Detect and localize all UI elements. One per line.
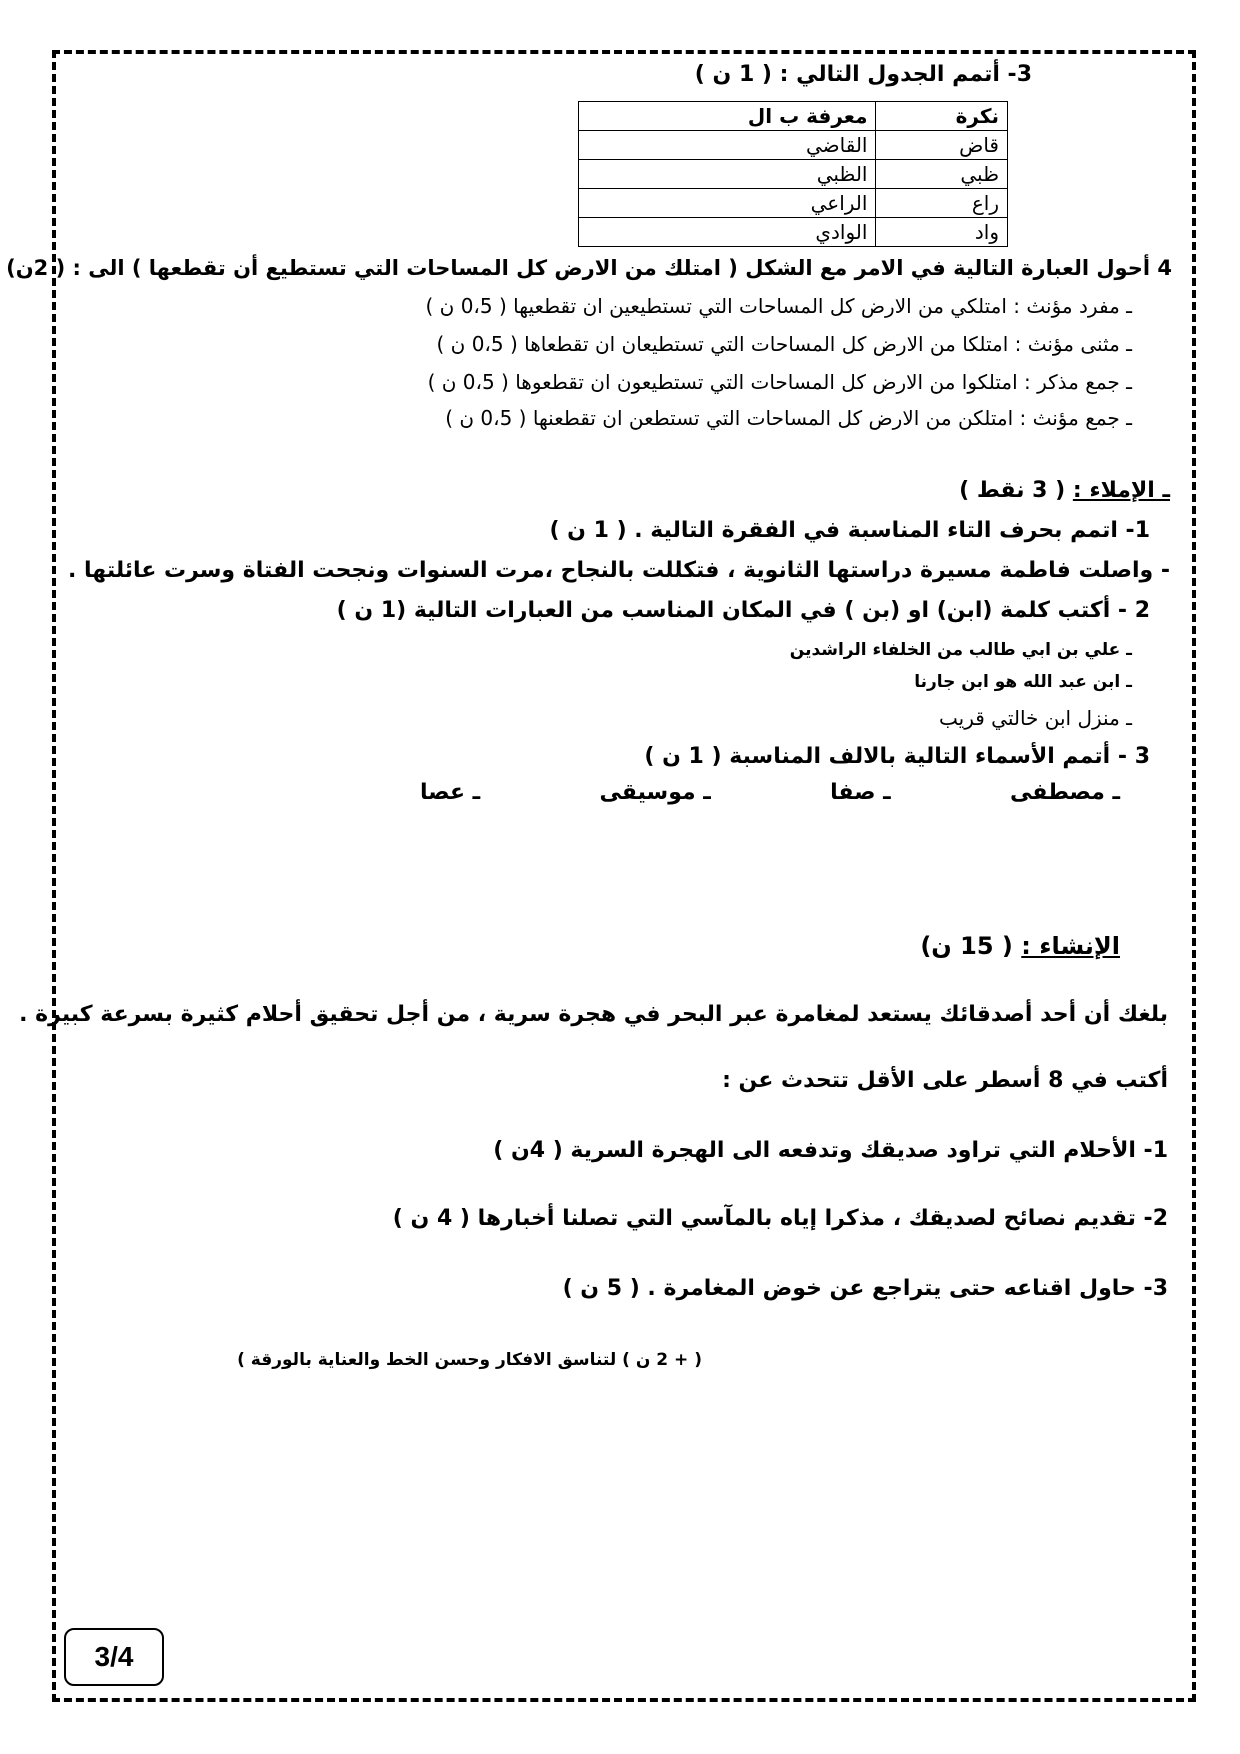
table-cell: القاضي — [579, 131, 876, 160]
table-question-title: 3- أتمم الجدول التالي : ( 1 ن ) — [694, 62, 1032, 87]
insha-heading: الإنشاء : — [1021, 932, 1120, 960]
insha-bonus: ( + 2 ن ) لتناسق الافكار وحسن الخط والعناية بالورقة ) — [237, 1350, 702, 1370]
insha-point: 2- تقديم نصائح لصديقك ، مذكرا إياه بالمآسي التي تصلنا أخبارها ( 4 ن ) — [392, 1206, 1168, 1231]
imlaa-q2-item: ـ ابن عبد الله هو ابن جارنا — [914, 672, 1132, 692]
table-cell: الراعي — [579, 189, 876, 218]
insha-heading-row — [920, 932, 1120, 960]
table-row — [579, 218, 1008, 247]
table-row — [579, 189, 1008, 218]
insha-prompt: بلغك أن أحد أصدقائك يستعد لمغامرة عبر البحر في هجرة سرية ، من أجل تحقيق أحلام كثيرة بسرعة كبيرة . — [19, 1002, 1168, 1027]
q4-item: ـ مفرد مؤنث : امتلكي من الارض كل المساحات التي تستطيعين ان تقطعيها ( 0،5 ن ) — [425, 294, 1132, 318]
imlaa-q1: 1- اتمم بحرف التاء المناسبة في الفقرة التالية . ( 1 ن ) — [549, 518, 1150, 543]
insha-points: ( 15 ن) — [920, 932, 1013, 960]
insha-point: 3- حاول اقناعه حتى يتراجع عن خوض المغامرة . ( 5 ن ) — [562, 1276, 1168, 1301]
imlaa-q3: 3 - أتمم الأسماء التالية بالالف المناسبة ( 1 ن ) — [644, 744, 1150, 769]
table-cell: الوادي — [579, 218, 876, 247]
word: ـ صفا — [830, 780, 891, 805]
q4-item: ـ مثنى مؤنث : امتلكا من الارض كل المساحات التي تستطيعان ان تقطعاها ( 0،5 ن ) — [436, 332, 1132, 356]
imlaa-heading-row — [959, 478, 1170, 503]
table-cell: ظبي — [876, 160, 1008, 189]
table-cell: واد — [876, 218, 1008, 247]
insha-instruction: أكتب في 8 أسطر على الأقل تتحدث عن : — [722, 1068, 1168, 1093]
page-number: 3/4 — [64, 1628, 164, 1686]
imlaa-q2: 2 - أكتب كلمة (ابن) او (بن ) في المكان المناسب من العبارات التالية (1 ن ) — [336, 598, 1150, 623]
q4-item: ـ جمع مؤنث : امتلكن من الارض كل المساحات التي تستطعن ان تقطعنها ( 0،5 ن ) — [445, 406, 1132, 430]
table-header-definite: معرفة ب ال — [579, 102, 876, 131]
imlaa-q1-text: - واصلت فاطمة مسيرة دراستها الثانوية ، فتكللت بالنجاح ،مرت السنوات ونجحت الفتاة وسرت عائلتها . — [68, 558, 1170, 583]
table-row — [579, 160, 1008, 189]
table-cell: الظبي — [579, 160, 876, 189]
table-cell: قاض — [876, 131, 1008, 160]
word: ـ مصطفى — [1010, 780, 1120, 805]
q4-title: 4 أحول العبارة التالية في الامر مع الشكل ( امتلك من الارض كل المساحات التي تستطيع أن تقطعها ) الى : ( 2ن) — [6, 256, 1172, 280]
imlaa-q2-item: ـ علي بن ابي طالب من الخلفاء الراشدين — [789, 640, 1132, 660]
imlaa-q2-item: ـ منزل ابن خالتي قريب — [938, 706, 1132, 730]
insha-point: 1- الأحلام التي تراود صديقك وتدفعه الى الهجرة السرية ( 4ن ) — [493, 1138, 1168, 1163]
table-row — [579, 131, 1008, 160]
imlaa-q3-words — [420, 780, 1120, 805]
word: ـ موسيقى — [599, 780, 711, 805]
imlaa-points: ( 3 نقط ) — [959, 478, 1066, 503]
imlaa-heading: ـ الإملاء : — [1072, 478, 1170, 503]
q4-item: ـ جمع مذكر : امتلكوا من الارض كل المساحات التي تستطيعون ان تقطعوها ( 0،5 ن ) — [427, 370, 1132, 394]
table-cell: راع — [876, 189, 1008, 218]
noun-table — [578, 101, 1008, 247]
table-header-indefinite: نكرة — [876, 102, 1008, 131]
word: ـ عصا — [420, 780, 481, 805]
